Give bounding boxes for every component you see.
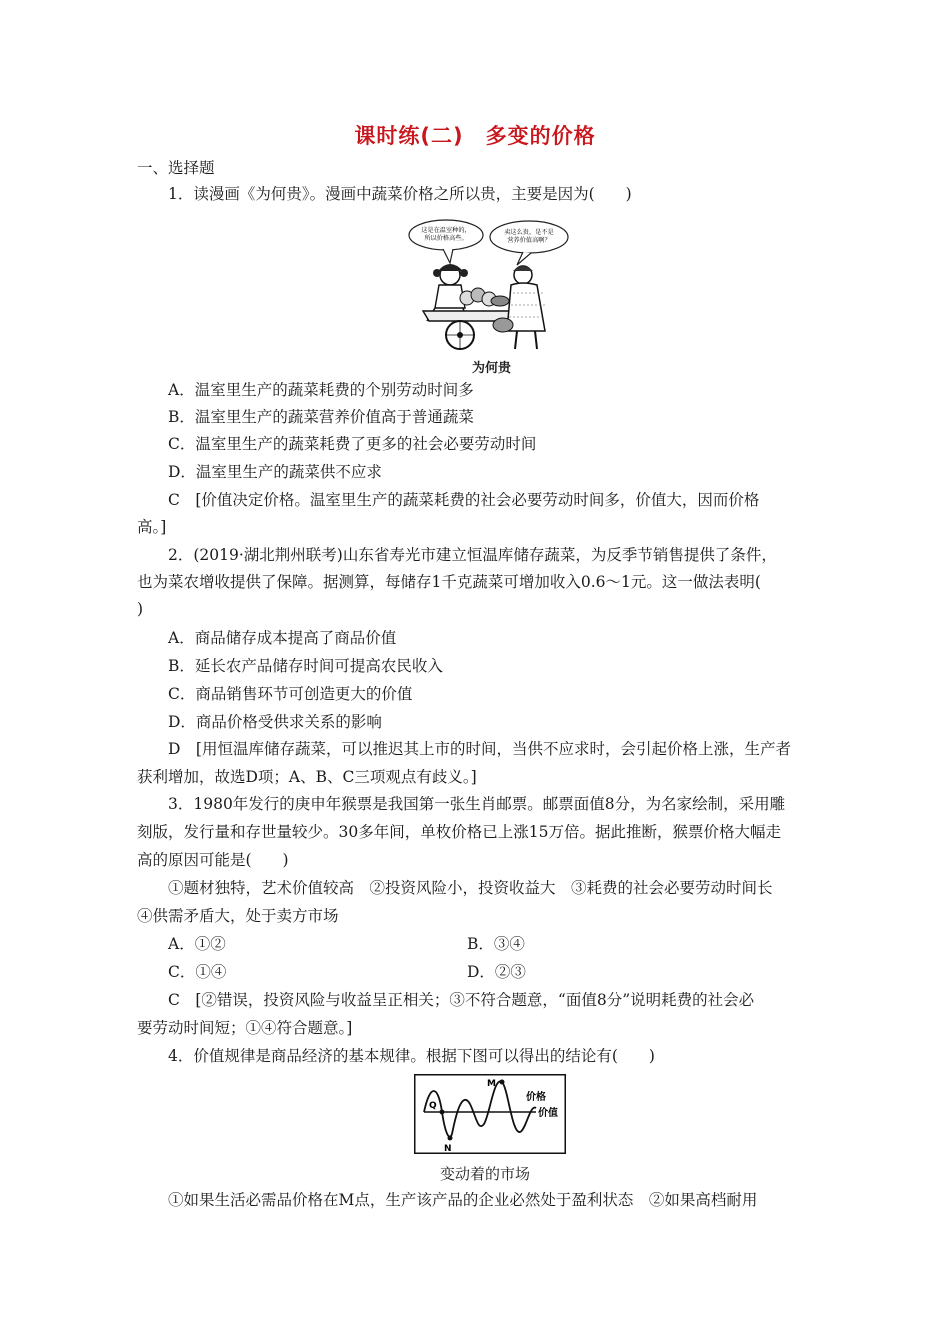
section-heading: 一、选择题 xyxy=(137,159,215,177)
label-m: M xyxy=(487,1079,496,1089)
label-value: 价值 xyxy=(538,1108,558,1119)
q2-option-a: A．商品储存成本提高了商品价值 xyxy=(168,629,397,647)
q4-stem: 4．价值规律是商品经济的基本规律。根据下图可以得出的结论有( ) xyxy=(168,1047,655,1065)
diagram-caption: 变动着的市场 xyxy=(440,1165,531,1183)
q1-answer-line1: C [价值决定价格。温室里生产的蔬菜耗费的社会必要劳动时间多，价值大，因而价格 xyxy=(168,491,760,509)
label-price: 价格 xyxy=(526,1092,546,1103)
q1-option-a: A．温室里生产的蔬菜耗费的个别劳动时间多 xyxy=(168,381,474,399)
q3-option-b: B．③④ xyxy=(467,935,525,953)
q3-option-c: C．①④ xyxy=(168,963,227,981)
q3-stem-line1: 3．1980年发行的庚申年猴票是我国第一张生肖邮票。邮票面值8分，为名家绘制，采用雕 xyxy=(168,795,786,813)
q1-answer-line2: 高。] xyxy=(137,518,167,536)
point-n xyxy=(448,1136,453,1141)
q4-items-line1: ①如果生活必需品价格在M点，生产该产品的企业必然处于盈利状态 ②如果高档耐用 xyxy=(168,1191,758,1209)
q2-option-c: C．商品销售环节可创造更大的价值 xyxy=(168,685,413,703)
q3-option-a: A．①② xyxy=(168,935,226,953)
point-q xyxy=(440,1110,445,1115)
page-title: 课时练(二) 多变的价格 xyxy=(354,124,596,148)
label-q: Q xyxy=(429,1101,437,1111)
q2-answer-line2: 获利增加，故选D项；A、B、C三项观点有歧义。] xyxy=(137,768,477,786)
q2-stem-line3: ) xyxy=(137,600,144,618)
point-m xyxy=(500,1080,505,1085)
label-n: N xyxy=(444,1144,452,1154)
q2-option-d: D．商品价格受供求关系的影响 xyxy=(168,713,382,731)
q2-stem-line2: 也为菜农增收提供了保障。据测算，每储存1千克蔬菜可增加收入0.6～1元。这一做法表明( xyxy=(137,573,761,591)
price-value-diagram xyxy=(414,1074,566,1154)
q3-answer-line1: C [②错误，投资风险与收益呈正相关；③不符合题意，“面值8分”说明耗费的社会必 xyxy=(168,991,755,1009)
cartoon-caption: 为何贵 xyxy=(472,361,512,376)
q1-option-d: D．温室里生产的蔬菜供不应求 xyxy=(168,463,382,481)
q3-stem-line2: 刻版，发行量和存世量较少。30多年间，单枚价格已上涨15万倍。据此推断，猴票价格大幅走 xyxy=(137,823,781,841)
bubble-right-line1: 卖这么贵，是不是 xyxy=(504,229,554,236)
bubble-left-line1: 这是在温室种的， xyxy=(421,227,471,234)
q3-answer-line2: 要劳动时间短；①④符合题意。] xyxy=(137,1019,353,1037)
bubble-left-line2: 所以价格高些。 xyxy=(424,235,468,242)
q1-option-c: C．温室里生产的蔬菜耗费了更多的社会必要劳动时间 xyxy=(168,435,537,453)
q3-stem-line3: 高的原因可能是( ) xyxy=(137,851,289,869)
bubble-right-line2: 营养价值高啊？ xyxy=(507,237,551,244)
q2-answer-line1: D [用恒温库储存蔬菜，可以推迟其上市的时间，当供不应求时，会引起价格上涨，生产者 xyxy=(168,740,791,758)
q3-items-line2: ④供需矛盾大，处于卖方市场 xyxy=(137,907,339,925)
cartoon-illustration xyxy=(405,213,575,353)
q3-option-d: D．②③ xyxy=(467,963,526,981)
q2-stem-line1: 2．(2019·湖北荆州联考)山东省寿光市建立恒温库储存蔬菜，为反季节销售提供了条件， xyxy=(168,546,777,564)
q2-option-b: B．延长农产品储存时间可提高农民收入 xyxy=(168,657,443,675)
q3-items-line1: ①题材独特，艺术价值较高 ②投资风险小，投资收益大 ③耗费的社会必要劳动时间长 xyxy=(168,879,773,897)
q1-option-b: B．温室里生产的蔬菜营养价值高于普通蔬菜 xyxy=(168,408,474,426)
q1-stem: 1．读漫画《为何贵》。漫画中蔬菜价格之所以贵，主要是因为( ) xyxy=(168,185,632,203)
